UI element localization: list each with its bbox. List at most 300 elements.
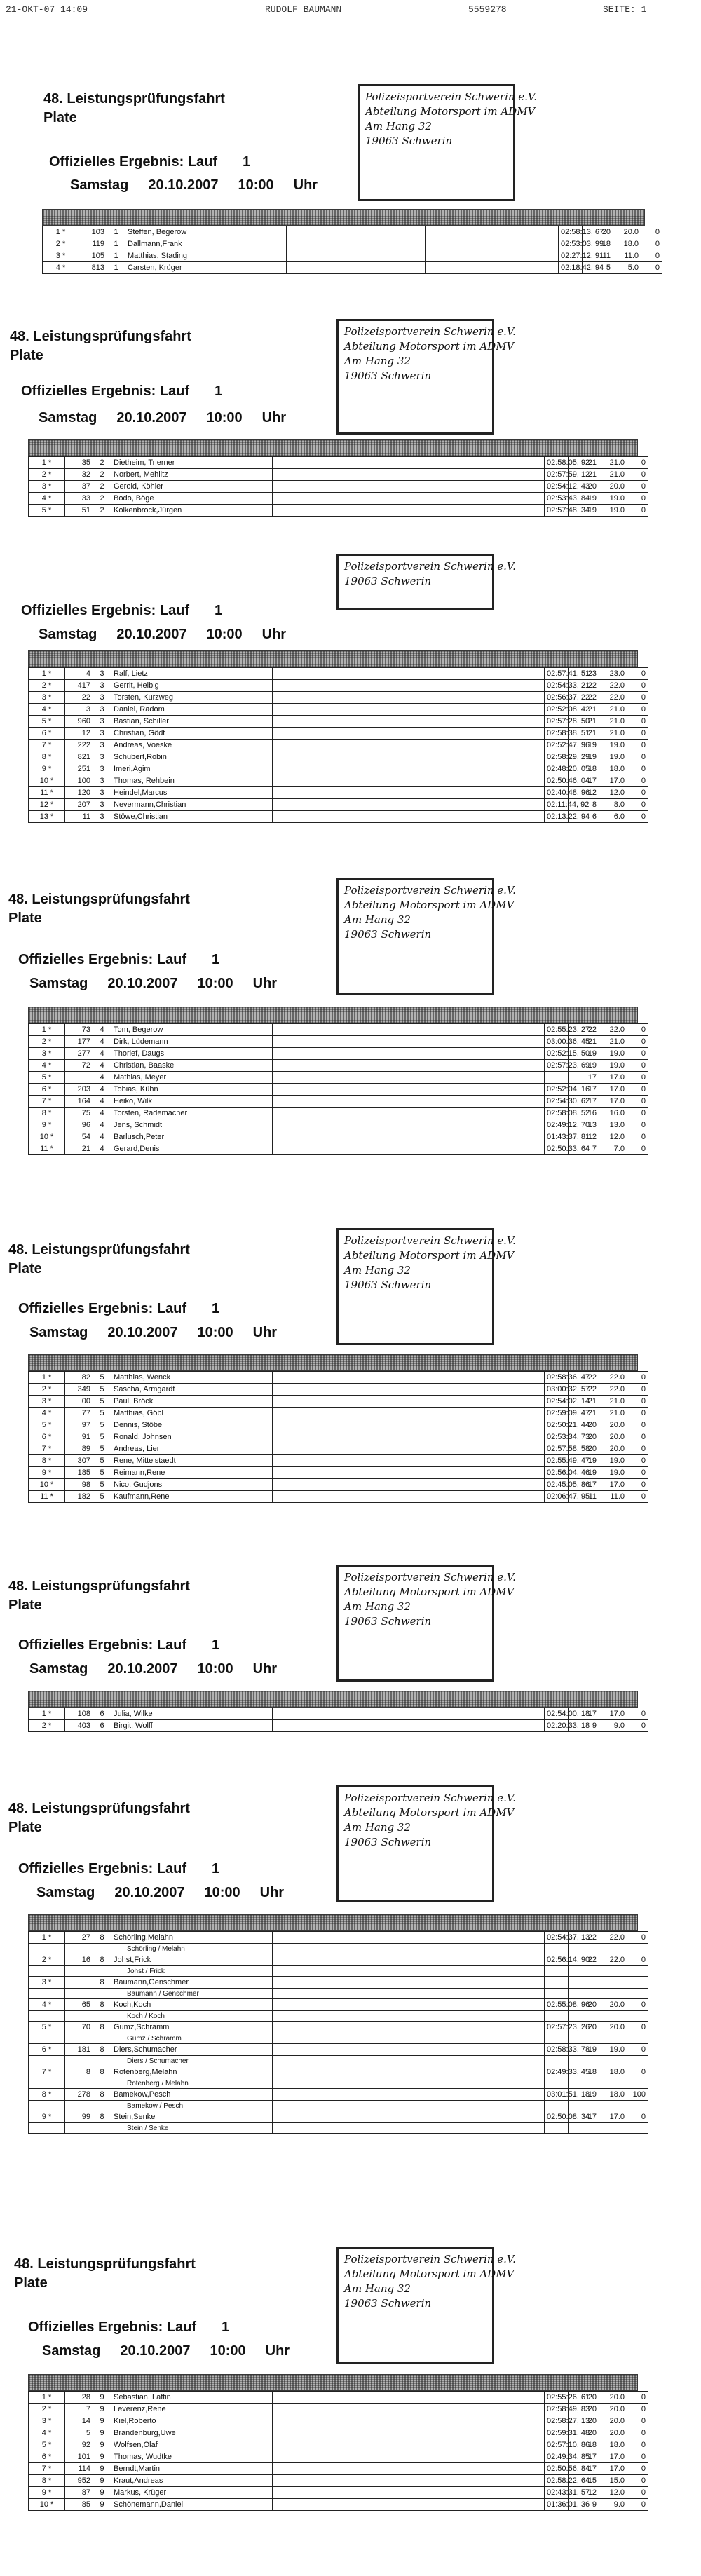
cell-b: 20.0: [599, 2427, 627, 2439]
table-row: [29, 505, 648, 517]
cell-empty: [273, 2404, 334, 2415]
stamp-line4: 19063 Schwerin: [344, 1279, 432, 1291]
cell-empty: [599, 2123, 627, 2134]
cell-nr: 103: [79, 226, 107, 238]
cell-name: Stöwe,Christian: [111, 811, 273, 823]
cell-nr: 177: [65, 1036, 93, 1048]
cell-empty: [273, 1396, 334, 1408]
cell-a: 11: [569, 1491, 599, 1503]
cell-empty: [627, 2056, 648, 2066]
cell-empty: [411, 1467, 545, 1479]
cell-empty: [411, 751, 545, 763]
cell-empty: [569, 2033, 599, 2044]
cell-cls: 2: [93, 469, 111, 481]
cell-name: Stein,Senke: [111, 2111, 273, 2123]
cell-empty: [29, 2078, 65, 2089]
cell-empty: [334, 1131, 411, 1143]
cell-time: 02:58:38, 51: [545, 728, 569, 740]
table-row: [29, 704, 648, 716]
cell-a: 7: [569, 1143, 599, 1155]
cell-empty: [334, 2392, 411, 2404]
table-row: [29, 1999, 648, 2011]
cell-a: 17: [569, 1479, 599, 1491]
cell-nr: 251: [65, 763, 93, 775]
cell-empty: [411, 1096, 545, 1108]
cell-c: 0: [627, 469, 648, 481]
cell-empty: [411, 1048, 545, 1060]
cell-empty: [93, 2078, 111, 2089]
cell-empty: [273, 1408, 334, 1419]
cell-empty: [334, 680, 411, 692]
club-stamp: [336, 1228, 516, 1345]
cell-a: 13: [569, 1119, 599, 1131]
cell-c: 0: [627, 1084, 648, 1096]
cell-time: 02:52:15, 50: [545, 1048, 569, 1060]
table-row: [29, 1977, 648, 1989]
cell-empty: [334, 2439, 411, 2451]
cell-pos: 10 *: [29, 1479, 65, 1491]
cell-empty: [411, 2415, 545, 2427]
cell-name: Bodo, Böge: [111, 493, 273, 505]
cell-c: 0: [627, 2463, 648, 2475]
cell-name: Brandenburg,Uwe: [111, 2427, 273, 2439]
table-row: [29, 1060, 648, 1072]
cell-empty: [334, 1048, 411, 1060]
table-header-bar: [28, 1691, 638, 1708]
cell-empty: [273, 457, 334, 469]
cell-name: Ralf, Lietz: [111, 668, 273, 680]
cell-nr: 51: [65, 505, 93, 517]
cell-empty: [334, 716, 411, 728]
cell-pos: 3 *: [29, 481, 65, 493]
cell-empty: [334, 751, 411, 763]
cell-empty: [334, 1431, 411, 1443]
cell-empty: [65, 2033, 93, 2044]
cell-a: 9: [569, 2499, 599, 2511]
cell-c: 0: [627, 2111, 648, 2123]
cell-nr: 182: [65, 1491, 93, 1503]
cell-name: Gerold, Köhler: [111, 481, 273, 493]
date-line: [39, 627, 306, 643]
cell-c: 0: [627, 1491, 648, 1503]
cell-empty: [334, 2111, 411, 2123]
cell-pos: 5 *: [29, 2022, 65, 2033]
date-uhr: Uhr: [265, 2343, 290, 2359]
cell-empty: [287, 238, 348, 250]
cell-cls: 2: [93, 481, 111, 493]
results-table: [28, 1708, 648, 1732]
cell-pos: 4 *: [29, 1999, 65, 2011]
lauf-number: 1: [215, 383, 223, 399]
cell-name: Andreas, Voeske: [111, 740, 273, 751]
cell-b: 19.0: [599, 1060, 627, 1072]
cell-empty: [411, 2022, 545, 2033]
cell-c: 0: [627, 1479, 648, 1491]
cell-cls: 9: [93, 2439, 111, 2451]
cell-empty: [411, 1455, 545, 1467]
cell-name: Dietheim, Trierner: [111, 457, 273, 469]
stamp-line2: Abteilung Motorsport im ADMV: [344, 340, 515, 353]
cell-cls: 5: [93, 1408, 111, 1419]
cell-name: Ronald, Johnsen: [111, 1431, 273, 1443]
cell-nr: 105: [79, 250, 107, 262]
cell-nr: 91: [65, 1431, 93, 1443]
cell-cls: 5: [93, 1396, 111, 1408]
cell-pos: 2 *: [29, 1384, 65, 1396]
cell-a: 8: [569, 799, 599, 811]
cell-empty: [334, 457, 411, 469]
cell-nr: 108: [65, 1708, 93, 1720]
table-row: [43, 262, 662, 274]
cell-empty: [411, 680, 545, 692]
table-subrow: [29, 2101, 648, 2111]
cell-empty: [334, 2463, 411, 2475]
cell-pos: 1 *: [29, 2392, 65, 2404]
cell-nr: 185: [65, 1467, 93, 1479]
table-row: [29, 751, 648, 763]
cell-pos: 4 *: [29, 704, 65, 716]
cell-empty: [411, 2066, 545, 2078]
cell-empty: [426, 250, 559, 262]
cell-b: 9.0: [599, 1720, 627, 1732]
cell-empty: [569, 2056, 599, 2066]
cell-pos: 3 *: [29, 2415, 65, 2427]
cell-empty: [273, 1143, 334, 1155]
cell-empty: [273, 2044, 334, 2056]
cell-empty: [411, 668, 545, 680]
cell-cls: 9: [93, 2487, 111, 2499]
cell-empty: [334, 2475, 411, 2487]
cell-time: 02:54:00, 18: [545, 1708, 569, 1720]
cell-cls: 9: [93, 2499, 111, 2511]
stamp-line4: 19063 Schwerin: [344, 928, 432, 941]
result-label: Offizielles Ergebnis: Lauf: [18, 1861, 187, 1876]
cell-a: 21: [569, 704, 599, 716]
stamp-line1: Polizeisportverein Schwerin e.V.: [344, 1792, 516, 1804]
cell-pos: 9 *: [29, 2111, 65, 2123]
cell-cls: 4: [93, 1072, 111, 1084]
club-stamp: [336, 1785, 516, 1902]
cell-empty: [273, 481, 334, 493]
date-line: [29, 976, 297, 992]
cell-empty: [426, 226, 559, 238]
event-venue: Plate: [43, 110, 77, 125]
cell-empty: [411, 1084, 545, 1096]
fax-header: [0, 4, 701, 20]
date-time: 10:00: [197, 1325, 233, 1340]
cell-empty: [545, 2123, 569, 2134]
cell-nr: 73: [65, 1024, 93, 1036]
lauf-number: 1: [212, 1301, 220, 1316]
cell-a: 18: [569, 2066, 599, 2078]
cell-empty: [411, 481, 545, 493]
cell-c: 0: [627, 1096, 648, 1108]
result-label: Offizielles Ergebnis: Lauf: [49, 154, 218, 170]
table-row: [29, 1024, 648, 1036]
cell-cls: 8: [93, 2066, 111, 2078]
cell-a: 12: [569, 1131, 599, 1143]
cell-cls: 5: [93, 1372, 111, 1384]
cell-time: 02:50:08, 34: [545, 2111, 569, 2123]
cell-pos: 11 *: [29, 1491, 65, 1503]
result-block: [0, 1791, 701, 2132]
cell-empty: [273, 1108, 334, 1119]
cell-pos: 2 *: [29, 469, 65, 481]
cell-name: Christian, Gödt: [111, 728, 273, 740]
table-subrow: [29, 2033, 648, 2044]
cell-empty: [287, 226, 348, 238]
cell-empty: [334, 1408, 411, 1419]
event-name: 48. Leistungsprüfungsfahrt: [8, 892, 190, 907]
cell-nr: 3: [65, 704, 93, 716]
cell-a: 22: [569, 1372, 599, 1384]
cell-empty: [545, 1966, 569, 1977]
cell-cls: 4: [93, 1108, 111, 1119]
cell-c: 100: [627, 2089, 648, 2101]
cell-nr: 00: [65, 1396, 93, 1408]
cell-empty: [334, 2089, 411, 2101]
cell-time: [545, 1072, 569, 1084]
cell-empty: [273, 751, 334, 763]
cell-empty: [273, 2123, 334, 2134]
cell-c: 0: [627, 1072, 648, 1084]
cell-name: Schörling,Melahn: [111, 1932, 273, 1944]
cell-name: Carsten, Krüger: [125, 262, 287, 274]
cell-time: 02:57:10, 86: [545, 2439, 569, 2451]
cell-time: 02:58:49, 83: [545, 2404, 569, 2415]
result-label: Offizielles Ergebnis: Lauf: [21, 603, 190, 618]
cell-nr: 70: [65, 2022, 93, 2033]
table-subrow: [29, 2056, 648, 2066]
table-row: [29, 2089, 648, 2101]
cell-a: 9: [569, 1720, 599, 1732]
cell-empty: [334, 1932, 411, 1944]
cell-empty: [93, 2101, 111, 2111]
cell-name: Baumann,Genschmer: [111, 1977, 273, 1989]
table-row: [29, 2499, 648, 2511]
result-label: Offizielles Ergebnis: Lauf: [28, 2319, 197, 2335]
stamp-line3: Am Hang 32: [344, 1821, 411, 1834]
table-subrow: [29, 1989, 648, 1999]
cell-a: 20: [569, 1443, 599, 1455]
table-row: [29, 1084, 648, 1096]
cell-cls: 5: [93, 1384, 111, 1396]
cell-empty: [411, 2451, 545, 2463]
table-row: [29, 1396, 648, 1408]
cell-empty: [334, 1455, 411, 1467]
club-stamp: [358, 84, 537, 201]
cell-empty: [411, 787, 545, 799]
cell-time: 02:50:56, 84: [545, 2463, 569, 2475]
cell-empty: [29, 2011, 65, 2022]
cell-b: 21.0: [599, 469, 627, 481]
cell-cls: 9: [93, 2427, 111, 2439]
table-row: [29, 2022, 648, 2033]
cell-a: 20: [569, 1431, 599, 1443]
cell-c: 0: [627, 1396, 648, 1408]
cell-empty: [599, 2011, 627, 2022]
cell-time: 03:01:51, 18: [545, 2089, 569, 2101]
cell-b: 17.0: [599, 775, 627, 787]
cell-empty: [273, 1720, 334, 1732]
cell-nr: 75: [65, 1108, 93, 1119]
cell-nr: 222: [65, 740, 93, 751]
cell-a: 17: [569, 2451, 599, 2463]
cell-empty: [334, 1720, 411, 1732]
date-date: 20.10.2007: [107, 976, 178, 991]
cell-nr: 85: [65, 2499, 93, 2511]
cell-empty: [411, 775, 545, 787]
cell-time: 02:58:05, 92: [545, 457, 569, 469]
cell-name: Imeri,Agim: [111, 763, 273, 775]
cell-empty: [348, 226, 426, 238]
cell-a: 19: [569, 1467, 599, 1479]
cell-empty: [273, 2111, 334, 2123]
cell-empty: [334, 1072, 411, 1084]
cell-b: 13.0: [599, 1119, 627, 1131]
cell-time: 02:56:37, 22: [545, 692, 569, 704]
cell-c: 0: [627, 1720, 648, 1732]
cell-a: 20: [569, 2392, 599, 2404]
cell-b: 17.0: [599, 1084, 627, 1096]
cell-c: 0: [627, 2487, 648, 2499]
cell-a: 22: [569, 1384, 599, 1396]
cell-cls: 5: [93, 1467, 111, 1479]
cell-empty: [334, 1060, 411, 1072]
cell-pos: 11 *: [29, 1143, 65, 1155]
cell-empty: [569, 2011, 599, 2022]
cell-nr: 119: [79, 238, 107, 250]
cell-empty: [411, 799, 545, 811]
cell-a: 12: [569, 787, 599, 799]
cell-empty: [411, 1119, 545, 1131]
fax-sender: RUDOLF BAUMANN: [265, 4, 342, 15]
cell-empty: [411, 763, 545, 775]
fax-number: 5559278: [468, 4, 507, 15]
event-name: 48. Leistungsprüfungsfahrt: [10, 329, 191, 344]
cell-b: 12.0: [599, 2487, 627, 2499]
table-row: [29, 2439, 648, 2451]
cell-empty: [65, 1966, 93, 1977]
cell-cls: 9: [93, 2451, 111, 2463]
lauf-number: 1: [215, 603, 223, 618]
cell-empty: [411, 2427, 545, 2439]
cell-sub: Stein / Senke: [111, 2123, 273, 2134]
cell-nr: 164: [65, 1096, 93, 1108]
event-title: [8, 1241, 190, 1279]
cell-empty: [273, 1989, 334, 1999]
cell-a: 15: [569, 2475, 599, 2487]
cell-name: Gerard,Denis: [111, 1143, 273, 1155]
cell-b: 8.0: [599, 799, 627, 811]
cell-time: 02:58:33, 78: [545, 2044, 569, 2056]
result-block: [0, 883, 701, 1206]
date-uhr: Uhr: [252, 1325, 278, 1340]
cell-pos: 9 *: [29, 1467, 65, 1479]
cell-b: 9.0: [599, 2499, 627, 2511]
cell-empty: [334, 1944, 411, 1954]
cell-pos: 13 *: [29, 811, 65, 823]
cell-empty: [93, 2056, 111, 2066]
cell-a: 17: [569, 1072, 599, 1084]
cell-cls: 2: [93, 493, 111, 505]
cell-empty: [334, 2056, 411, 2066]
cell-empty: [411, 1954, 545, 1966]
cell-b: 20.0: [599, 2415, 627, 2427]
cell-empty: [411, 1072, 545, 1084]
cell-cls: 4: [93, 1048, 111, 1060]
cell-cls: 3: [93, 668, 111, 680]
cell-time: 02:55:26, 61: [545, 2392, 569, 2404]
cell-nr: 11: [65, 811, 93, 823]
cell-name: Nevermann,Christian: [111, 799, 273, 811]
cell-nr: 77: [65, 1408, 93, 1419]
club-stamp: [336, 2247, 516, 2364]
table-row: [29, 740, 648, 751]
cell-name: Jens, Schmidt: [111, 1119, 273, 1131]
cell-empty: [411, 493, 545, 505]
cell-empty: [273, 799, 334, 811]
table-row: [29, 457, 648, 469]
cell-empty: [411, 692, 545, 704]
cell-name: Schönemann,Daniel: [111, 2499, 273, 2511]
cell-empty: [273, 1708, 334, 1720]
stamp-line1: Polizeisportverein Schwerin e.V.: [365, 90, 537, 103]
cell-empty: [411, 1131, 545, 1143]
table-row: [29, 2427, 648, 2439]
cell-time: 02:57:41, 51: [545, 668, 569, 680]
cell-empty: [334, 1119, 411, 1131]
cell-nr: 12: [65, 728, 93, 740]
cell-empty: [411, 2089, 545, 2101]
table-row: [29, 1708, 648, 1720]
cell-a: 5: [583, 262, 613, 274]
cell-name: Gumz,Schramm: [111, 2022, 273, 2033]
cell-name: Gerrit, Helbig: [111, 680, 273, 692]
cell-name: Paul, Bröckl: [111, 1396, 273, 1408]
table-row: [29, 1108, 648, 1119]
event-title: [43, 90, 225, 128]
cell-empty: [334, 1479, 411, 1491]
cell-pos: 1 *: [29, 1024, 65, 1036]
stamp-line1: Polizeisportverein Schwerin e.V.: [344, 560, 516, 573]
cell-name: Leverenz,Rene: [111, 2404, 273, 2415]
cell-empty: [334, 2011, 411, 2022]
cell-nr: 403: [65, 1720, 93, 1732]
cell-empty: [411, 1491, 545, 1503]
cell-empty: [334, 811, 411, 823]
cell-name: Bastian, Schiller: [111, 716, 273, 728]
cell-c: 0: [627, 1384, 648, 1396]
cell-empty: [569, 2078, 599, 2089]
table-subrow: [29, 1944, 648, 1954]
cell-name: Schubert,Robin: [111, 751, 273, 763]
cell-empty: [273, 1455, 334, 1467]
cell-b: 11.0: [599, 1491, 627, 1503]
cell-empty: [627, 1966, 648, 1977]
cell-cls: 3: [93, 692, 111, 704]
cell-empty: [411, 2439, 545, 2451]
event-title: [8, 1799, 190, 1837]
table-row: [29, 1443, 648, 1455]
cell-empty: [411, 2463, 545, 2475]
cell-cls: 3: [93, 775, 111, 787]
cell-empty: [29, 2101, 65, 2111]
cell-empty: [545, 1944, 569, 1954]
cell-time: 02:54:30, 62: [545, 1096, 569, 1108]
date-day: Samstag: [42, 2343, 101, 2359]
cell-name: Dirk, Lüdemann: [111, 1036, 273, 1048]
